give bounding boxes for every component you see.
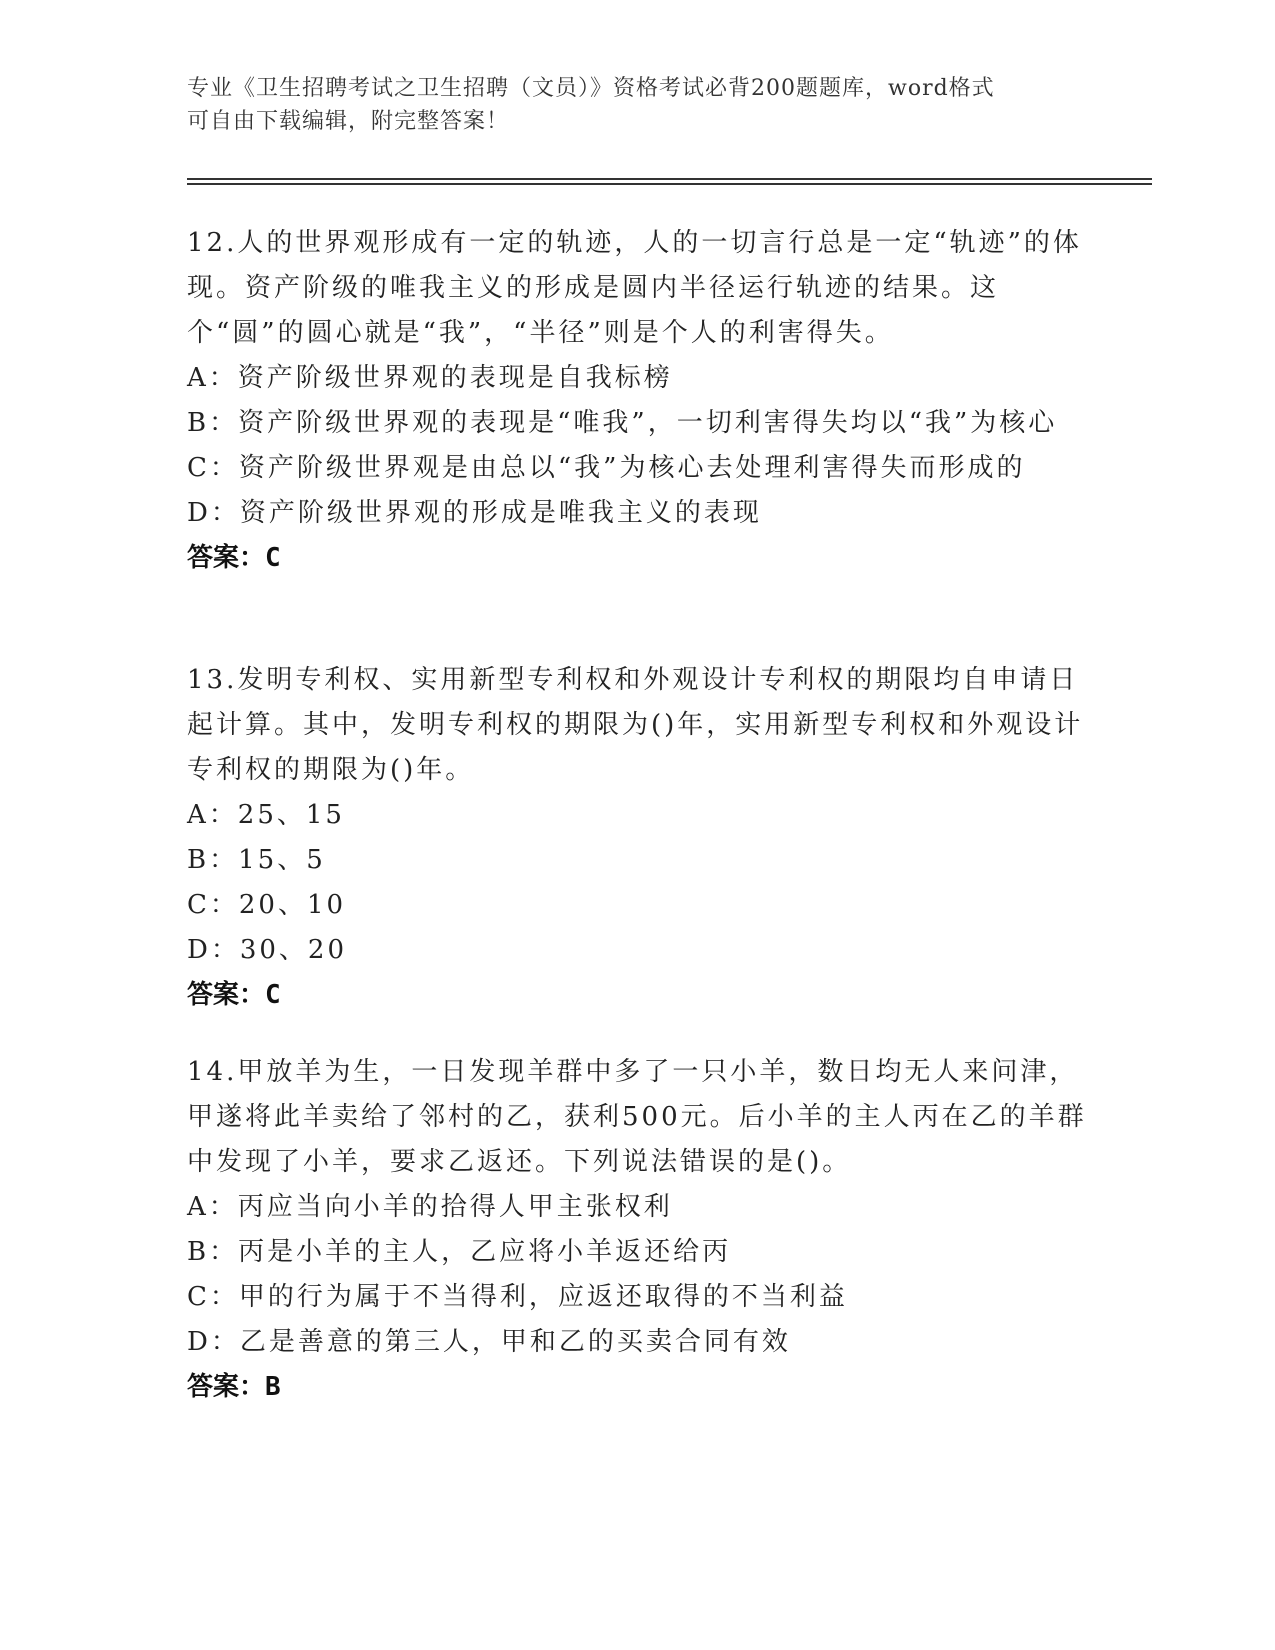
answer-label: 答案：C bbox=[187, 980, 281, 1010]
option-b: B：丙是小羊的主人，乙应将小羊返还给丙 bbox=[187, 1237, 732, 1267]
option-a: A：资产阶级世界观的表现是自我标榜 bbox=[187, 363, 673, 393]
question-14 bbox=[187, 1050, 1087, 1410]
option-b: B：15、5 bbox=[187, 845, 326, 875]
header-divider-top bbox=[187, 178, 1152, 180]
document-header bbox=[187, 72, 1067, 138]
header-line-2: 可自由下载编辑，附完整答案！ bbox=[187, 109, 510, 134]
question-stem: 14.甲放羊为生，一日发现羊群中多了一只小羊，数日均无人来问津，甲遂将此羊卖给了邻村的乙，获利500元。后小羊的主人丙在乙的羊群中发现了小羊，要求乙返还。下列说法错误的是()。 bbox=[187, 1057, 1087, 1177]
question-12 bbox=[187, 221, 1087, 581]
question-13 bbox=[187, 658, 1087, 1018]
header-divider-bottom bbox=[187, 183, 1152, 185]
option-a: A：25、15 bbox=[187, 800, 345, 830]
option-d: D：乙是善意的第三人，甲和乙的买卖合同有效 bbox=[187, 1327, 791, 1357]
question-stem: 12.人的世界观形成有一定的轨迹，人的一切言行总是一定“轨迹”的体现。资产阶级的唯我主义的形成是圆内半径运行轨迹的结果。这个“圆”的圆心就是“我”，“半径”则是个人的利害得失。 bbox=[187, 228, 1082, 348]
option-d: D：30、20 bbox=[187, 935, 348, 965]
answer-label: 答案：B bbox=[187, 1372, 281, 1402]
option-b: B：资产阶级世界观的表现是“唯我”，一切利害得失均以“我”为核心 bbox=[187, 408, 1058, 438]
header-line-1: 专业《卫生招聘考试之卫生招聘（文员）》资格考试必背200题题库，word格式 bbox=[187, 76, 995, 101]
option-d: D：资产阶级世界观的形成是唯我主义的表现 bbox=[187, 498, 762, 528]
question-stem: 13.发明专利权、实用新型专利权和外观设计专利权的期限均自申请日起计算。其中，发明专利权的期限为()年，实用新型专利权和外观设计专利权的期限为()年。 bbox=[187, 665, 1084, 785]
option-c: C：20、10 bbox=[187, 890, 347, 920]
answer-label: 答案：C bbox=[187, 543, 281, 573]
option-c: C：甲的行为属于不当得利，应返还取得的不当利益 bbox=[187, 1282, 848, 1312]
option-c: C：资产阶级世界观是由总以“我”为核心去处理利害得失而形成的 bbox=[187, 453, 1026, 483]
option-a: A：丙应当向小羊的拾得人甲主张权利 bbox=[187, 1192, 673, 1222]
